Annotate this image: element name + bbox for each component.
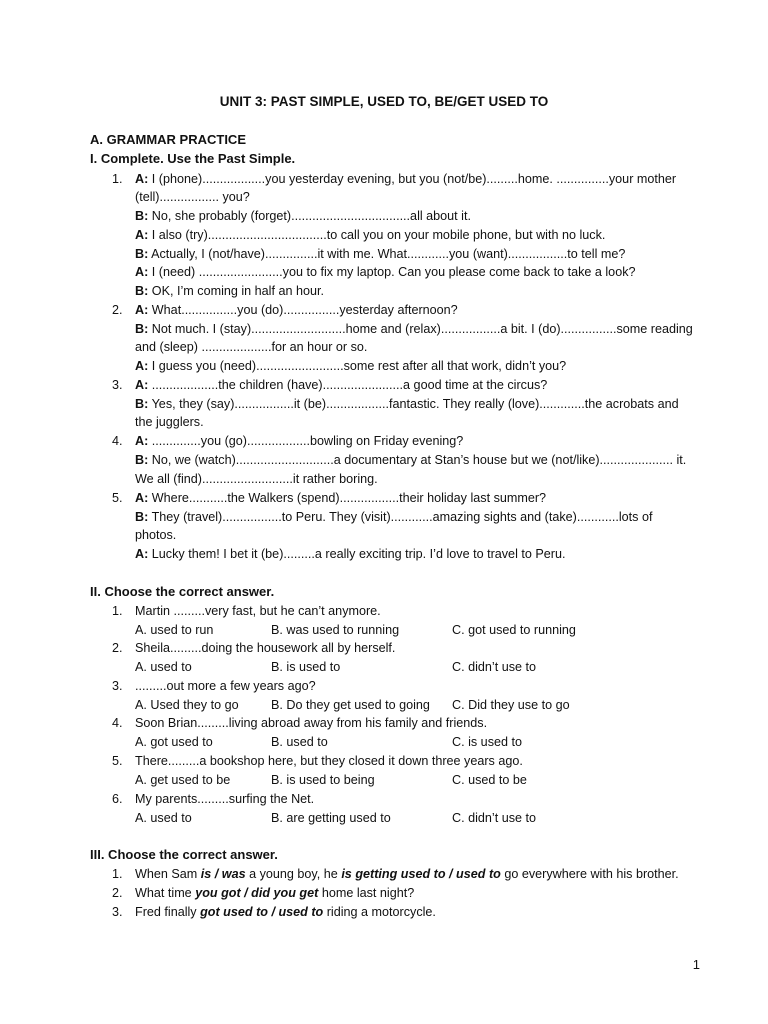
dialogue-text: What................you (do)................yesterday afternoon? bbox=[148, 303, 458, 317]
option-c: C. didn’t use to bbox=[452, 660, 537, 674]
dialogue-line bbox=[135, 433, 463, 450]
sentence-text: a young boy, he bbox=[245, 867, 342, 881]
speaker-label: A: bbox=[135, 265, 149, 279]
part1-heading: I. Complete. Use the Past Simple. bbox=[90, 151, 296, 166]
dialogue-text: ..............you (go)..................bowling on Friday evening? bbox=[148, 434, 464, 448]
answer-choice: is getting used to / used to bbox=[341, 867, 501, 881]
dialogue-line bbox=[135, 246, 625, 263]
question-text: Sheila.........doing the housework all by herself. bbox=[135, 641, 396, 655]
dialogue-line bbox=[135, 227, 605, 244]
speaker-label: A: bbox=[135, 303, 149, 317]
dialogue-text: and (sleep) ....................for an hour or so. bbox=[135, 340, 368, 354]
dialogue-text: I also (try)..................................to call you on your mobile phone, but with no luck. bbox=[148, 228, 606, 242]
sentence-text: When Sam bbox=[135, 867, 201, 881]
option-b: B. used to bbox=[271, 735, 328, 749]
page-title: UNIT 3: PAST SIMPLE, USED TO, BE/GET USED TO bbox=[219, 94, 549, 109]
sentence-text: Fred finally bbox=[135, 905, 201, 919]
dialogue-text: No, we (watch)............................a documentary at Stan’s house but we (not/like)..................... it. bbox=[148, 453, 687, 467]
option-a: A. get used to be bbox=[135, 773, 231, 787]
dialogue-text: We all (find)..........................it rather boring. bbox=[135, 472, 378, 486]
question-number: 2. bbox=[112, 641, 123, 655]
dialogue-line bbox=[135, 208, 471, 225]
section-heading: A. GRAMMAR PRACTICE bbox=[90, 132, 246, 147]
sentence-text: home last night? bbox=[318, 886, 415, 900]
question-number: 5. bbox=[112, 754, 123, 768]
option-b: B. is used to bbox=[271, 660, 341, 674]
question-text: .........out more a few years ago? bbox=[135, 679, 316, 693]
question-number: 6. bbox=[112, 792, 123, 806]
choice-sentence bbox=[135, 866, 679, 883]
option-b: B. was used to running bbox=[271, 623, 400, 637]
dialogue-line bbox=[135, 490, 546, 507]
option-a: A. used to bbox=[135, 811, 192, 825]
option-b: B. Do they get used to going bbox=[271, 698, 430, 712]
dialogue-text: I (phone)..................you yesterday evening, but you (not/be).........home. ...............your mother bbox=[148, 172, 677, 186]
question-text: Martin .........very fast, but he can’t anymore. bbox=[135, 604, 381, 618]
dialogue-text: I (need) ........................you to fix my laptop. Can you please come back to take a look? bbox=[148, 265, 636, 279]
question-text: There.........a bookshop here, but they closed it down three years ago. bbox=[135, 754, 523, 768]
speaker-label: A: bbox=[135, 547, 149, 561]
question-text: My parents.........surfing the Net. bbox=[135, 792, 315, 806]
speaker-label: B: bbox=[135, 247, 149, 261]
item-number: 1. bbox=[112, 172, 123, 186]
item-number: 3. bbox=[112, 905, 123, 919]
dialogue-line bbox=[135, 321, 693, 338]
sentence-text: What time bbox=[135, 886, 196, 900]
item-number: 2. bbox=[112, 303, 123, 317]
option-c: C. is used to bbox=[452, 735, 522, 749]
dialogue-text: Where...........the Walkers (spend).................their holiday last summer? bbox=[148, 491, 547, 505]
dialogue-text: (tell)................. you? bbox=[135, 190, 250, 204]
speaker-label: A: bbox=[135, 434, 149, 448]
option-a: A. used to bbox=[135, 660, 192, 674]
answer-choice: is / was bbox=[200, 867, 246, 881]
dialogue-line bbox=[135, 546, 565, 563]
question-number: 4. bbox=[112, 716, 123, 730]
choice-sentence bbox=[135, 904, 436, 921]
speaker-label: A: bbox=[135, 172, 149, 186]
sentence-text: riding a motorcycle. bbox=[323, 905, 436, 919]
page-number: 1 bbox=[692, 957, 700, 972]
choice-sentence bbox=[135, 885, 414, 902]
dialogue-line bbox=[135, 302, 458, 319]
item-number: 5. bbox=[112, 491, 123, 505]
dialogue-text: Lucky them! I bet it (be).........a really exciting trip. I’d love to travel to Peru. bbox=[148, 547, 566, 561]
part2-heading: II. Choose the correct answer. bbox=[90, 584, 275, 599]
option-b: B. is used to being bbox=[271, 773, 375, 787]
dialogue-text: ...................the children (have).......................a good time at the circus? bbox=[148, 378, 548, 392]
dialogue-line bbox=[135, 339, 367, 356]
item-number: 3. bbox=[112, 378, 123, 392]
speaker-label: B: bbox=[135, 453, 149, 467]
dialogue-line bbox=[135, 414, 204, 431]
speaker-label: B: bbox=[135, 510, 149, 524]
speaker-label: A: bbox=[135, 491, 149, 505]
speaker-label: A: bbox=[135, 359, 149, 373]
dialogue-line bbox=[135, 264, 636, 281]
dialogue-line bbox=[135, 171, 676, 188]
dialogue-text: I guess you (need).........................some rest after all that work, didn’t you? bbox=[148, 359, 567, 373]
option-c: C. didn’t use to bbox=[452, 811, 537, 825]
dialogue-line bbox=[135, 527, 176, 544]
question-text: Soon Brian.........living abroad away from his family and friends. bbox=[135, 716, 488, 730]
dialogue-text: They (travel).................to Peru. They (visit)............amazing sights and (take)............lots of bbox=[148, 510, 653, 524]
dialogue-line bbox=[135, 283, 324, 300]
question-number: 3. bbox=[112, 679, 123, 693]
item-number: 4. bbox=[112, 434, 123, 448]
answer-choice: got used to / used to bbox=[200, 905, 324, 919]
part3-heading: III. Choose the correct answer. bbox=[90, 847, 278, 862]
dialogue-text: Not much. I (stay)...........................home and (relax).................a bit. I (do)................some reading bbox=[148, 322, 693, 336]
option-a: A. Used they to go bbox=[135, 698, 239, 712]
sentence-text: go everywhere with his brother. bbox=[500, 867, 679, 881]
dialogue-line bbox=[135, 358, 566, 375]
option-a: A. used to run bbox=[135, 623, 214, 637]
dialogue-text: OK, I’m coming in half an hour. bbox=[148, 284, 324, 298]
speaker-label: B: bbox=[135, 209, 149, 223]
question-number: 1. bbox=[112, 604, 123, 618]
item-number: 1. bbox=[112, 867, 123, 881]
dialogue-text: No, she probably (forget)..................................all about it. bbox=[148, 209, 471, 223]
speaker-label: A: bbox=[135, 378, 149, 392]
speaker-label: B: bbox=[135, 397, 149, 411]
option-c: C. got used to running bbox=[452, 623, 576, 637]
speaker-label: B: bbox=[135, 284, 149, 298]
option-b: B. are getting used to bbox=[271, 811, 391, 825]
dialogue-line bbox=[135, 509, 652, 526]
item-number: 2. bbox=[112, 886, 123, 900]
dialogue-text: the jugglers. bbox=[135, 415, 204, 429]
answer-choice: you got / did you get bbox=[195, 886, 319, 900]
dialogue-text: Actually, I (not/have)...............it with me. What............you (want).................to tell me? bbox=[148, 247, 626, 261]
speaker-label: B: bbox=[135, 322, 149, 336]
dialogue-line bbox=[135, 471, 378, 488]
dialogue-text: photos. bbox=[135, 528, 177, 542]
dialogue-line bbox=[135, 189, 250, 206]
option-a: A. got used to bbox=[135, 735, 213, 749]
dialogue-line bbox=[135, 377, 547, 394]
dialogue-line bbox=[135, 396, 679, 413]
dialogue-text: Yes, they (say).................it (be)..................fantastic. They really (love).............the acrobats and bbox=[148, 397, 679, 411]
option-c: C. used to be bbox=[452, 773, 527, 787]
speaker-label: A: bbox=[135, 228, 149, 242]
dialogue-line bbox=[135, 452, 686, 469]
option-c: C. Did they use to go bbox=[452, 698, 570, 712]
